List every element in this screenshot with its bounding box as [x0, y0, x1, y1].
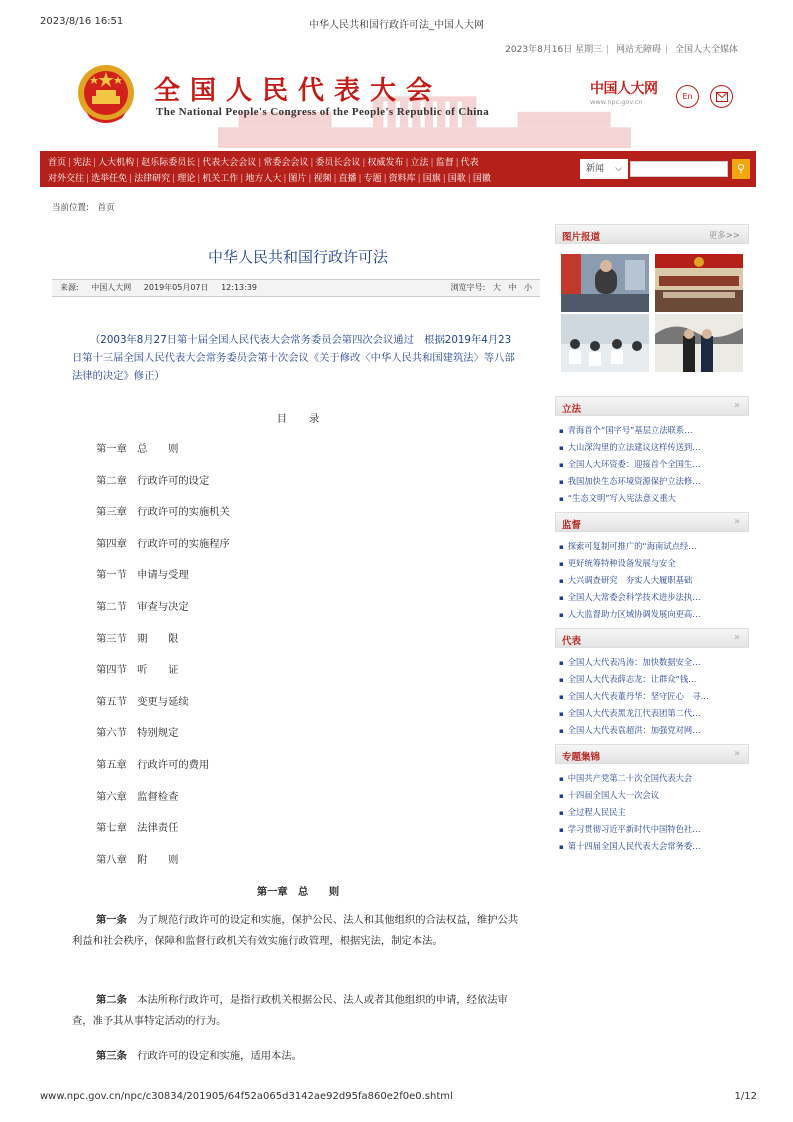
nav-item[interactable]: 代表大会会议 — [202, 158, 257, 168]
news-list — [555, 532, 749, 629]
nav-item[interactable]: 国徽 — [472, 174, 491, 184]
nav-item[interactable]: 直播 — [338, 174, 357, 184]
article-text: 为了规范行政许可的设定和实施，保护公民、法人和其他组织的合法权益，维护公共利益和社会秩序，保障和监督行政机关有效实施行政管理，根据宪法，制定本法。 — [72, 914, 519, 947]
photo-news-section — [555, 224, 749, 372]
toc-item: 第一章 总 则 — [96, 443, 179, 455]
publish-date: 2019年05月07日 — [143, 283, 209, 292]
photo-grid — [555, 244, 749, 372]
section-header — [555, 396, 749, 416]
search-bar — [580, 159, 750, 179]
nav-item[interactable]: 选举任免 — [91, 174, 128, 184]
jiandu-section — [555, 512, 749, 629]
list-item[interactable]: ▪ 青海首个“国字号”基层立法联系… — [559, 422, 749, 439]
accessibility-link[interactable]: 网站无障碍 — [616, 45, 662, 55]
nav-item[interactable]: 资料库 — [388, 174, 416, 184]
font-large-button[interactable]: 大 — [492, 283, 501, 292]
publish-time: 12:13:39 — [221, 283, 257, 292]
breadcrumb-home[interactable]: 首页 — [97, 203, 115, 213]
print-page-title: 中华人民共和国行政许可法_中国人大网 — [309, 20, 484, 31]
article-text: 行政许可的设定和实施，适用本法。 — [137, 1050, 302, 1062]
source-value: 中国人大网 — [91, 283, 132, 292]
list-item[interactable]: ▪ 大兴调查研究 夯实人大履职基础 — [559, 572, 749, 589]
list-item[interactable]: ▪ 全国人大常委会科学技术进步法执… — [559, 589, 749, 606]
toc-item: 第四节 听 证 — [96, 664, 179, 677]
toc-item: 第二节 审查与决定 — [96, 601, 189, 613]
list-item[interactable]: ▪ 全过程人民民主 — [559, 804, 749, 821]
nav-item[interactable]: 委员长会议 — [315, 158, 361, 168]
section-header — [555, 224, 749, 244]
section-header — [555, 744, 749, 764]
article-title: 中华人民共和国行政许可法 — [207, 248, 388, 266]
toc-item: 第七章 法律责任 — [96, 822, 179, 835]
list-item[interactable]: ▪ 全国人大环资委：迎接首个全国生… — [559, 456, 749, 473]
print-url: www.npc.gov.cn/npc/c30834/201905/64f52a065d3142ae92d95fa860e2f0e0.shtml — [40, 1091, 453, 1102]
toc-item: 第一节 申请与受理 — [96, 569, 189, 582]
section-title: 立法 — [562, 404, 582, 415]
font-size-label: 浏览字号: — [450, 283, 486, 292]
article-paragraph — [72, 990, 520, 1032]
nav-item[interactable]: 首页 — [48, 158, 67, 168]
current-date: 2023年8月16日 星期三 — [505, 45, 603, 55]
article-paragraph — [72, 1046, 520, 1067]
site-subtitle: The National People's Congress of the People's Republic of China — [156, 106, 490, 118]
print-datetime: 2023/8/16 16:51 — [40, 16, 124, 27]
section-title: 监督 — [562, 520, 582, 531]
news-photo[interactable] — [655, 254, 743, 312]
nav-item[interactable]: 国旗 — [422, 174, 441, 184]
top-utility-bar: 2023年8月16日 星期三 | 网站无障碍 | 全国人大全媒体 — [502, 42, 741, 55]
chevron-right-icon[interactable]: » — [733, 748, 740, 759]
search-icon[interactable]: ⚲ — [732, 159, 750, 179]
source-label: 来源: — [60, 283, 79, 292]
mail-icon[interactable] — [710, 85, 733, 108]
news-photo[interactable] — [655, 314, 743, 372]
nav-item[interactable]: 代表 — [460, 158, 479, 168]
section-title: 代表 — [562, 636, 582, 647]
nav-item[interactable]: 宪法 — [73, 158, 92, 168]
section-header — [555, 628, 749, 648]
chevron-right-icon[interactable]: » — [733, 632, 740, 643]
nav-item[interactable]: 地方人大 — [245, 174, 282, 184]
list-item[interactable]: ▪ 全国人大代表董丹华：坚守匠心 寻… — [559, 688, 749, 705]
chevron-right-icon[interactable]: » — [733, 516, 740, 527]
nav-item[interactable]: 理论 — [177, 174, 196, 184]
news-photo[interactable] — [561, 314, 649, 372]
list-item[interactable]: ▪ 中国共产党第二十次全国代表大会 — [559, 770, 749, 787]
nav-item[interactable]: 监督 — [435, 158, 454, 168]
npc-logo[interactable] — [590, 78, 672, 106]
logo-text: 中国人大网 — [590, 81, 658, 97]
toc-item: 第八章 附 则 — [96, 853, 179, 866]
list-item[interactable]: ▪ 十四届全国人大一次会议 — [559, 787, 749, 804]
list-item[interactable]: ▪ 第十四届全国人民代表大会常务委… — [559, 838, 749, 855]
list-item[interactable]: ▪ 我国加快生态环境资源保护立法修… — [559, 473, 749, 490]
article-text: 本法所称行政许可，是指行政机关根据公民、法人或者其他组织的申请，经依法审查，准予其从事特定活动的行为。 — [72, 994, 508, 1027]
breadcrumb — [52, 201, 121, 213]
nav-item[interactable]: 赵乐际委员长 — [141, 158, 196, 168]
main-nav — [40, 151, 756, 187]
news-list — [555, 648, 749, 745]
breadcrumb-label: 当前位置: — [52, 203, 89, 213]
site-banner — [38, 56, 756, 148]
list-item[interactable]: ▪ 探索可复制可推广的“海南试点经… — [559, 538, 749, 555]
nav-item[interactable]: 立法 — [410, 158, 429, 168]
toc-item: 第五节 变更与延续 — [96, 695, 189, 708]
toc-item: 第六节 特别规定 — [96, 727, 179, 740]
article-intro: （2003年8月27日第十届全国人民代表大会常务委员会第四次会议通过 根据2019年4月23日第十三届全国人民代表大会常务委员会第十次会议《关于修改〈中华人民共和国建筑法〉等八部法律的决定》修正） — [72, 334, 515, 382]
national-emblem-icon — [74, 62, 138, 128]
toc-item: 第三章 行政许可的实施机关 — [96, 506, 230, 519]
article-paragraph — [72, 910, 520, 952]
media-link[interactable]: 全国人大全媒体 — [674, 45, 738, 55]
toc-item: 第四章 行政许可的实施程序 — [96, 537, 230, 550]
list-item[interactable]: ▪ 全国人大代表薛志龙：让群众“钱… — [559, 671, 749, 688]
chevron-right-icon[interactable]: » — [733, 400, 740, 411]
english-button[interactable]: En — [676, 85, 699, 108]
search-input[interactable] — [630, 161, 728, 177]
article-meta — [52, 279, 540, 297]
list-item[interactable]: ▪ 大山深沟里的立法建议这样传送到… — [559, 439, 749, 456]
article-number: 第三条 — [96, 1050, 127, 1062]
daibiao-section — [555, 628, 749, 745]
toc-item: 第三节 期 限 — [96, 632, 179, 645]
nav-item[interactable]: 机关工作 — [202, 174, 239, 184]
section-title: 图片报道 — [562, 232, 601, 243]
news-photo[interactable] — [561, 254, 649, 312]
toc-heading: 目录 — [276, 413, 342, 425]
article-number: 第二条 — [96, 994, 127, 1006]
list-item[interactable]: ▪ 全国人大代表冯涛：加快数据安全… — [559, 654, 749, 671]
nav-item[interactable]: 常委会会议 — [263, 158, 309, 168]
font-medium-button[interactable]: 中 — [508, 283, 517, 292]
nav-row-1: 首页 | 宪法 | 人大机构 | 赵乐际委员长 | 代表大会会议 | 常委会会议 | 委员长会议 | 权威发布 | 立法 | 监督 | 代表 — [48, 158, 479, 168]
logo-url: www.npc.gov.cn — [590, 98, 643, 106]
nav-item[interactable]: 权威发布 — [367, 158, 404, 168]
nav-row-2: 对外交往 | 选举任免 | 法律研究 | 理论 | 机关工作 | 地方人大 | 图片 | 视频 | 直播 | 专题 | 资料库 | 国旗 | 国歌 | 国徽 — [48, 174, 491, 184]
section-title: 专题集锦 — [562, 752, 601, 763]
lifa-section — [555, 396, 749, 513]
list-item[interactable]: ▪ 全国人大代表黑龙江代表团第二代… — [559, 705, 749, 722]
font-small-button[interactable]: 小 — [524, 283, 532, 292]
list-item[interactable]: ▪ 全国人大代表袁超洪：加强党对网… — [559, 722, 749, 739]
news-list — [555, 764, 749, 861]
nav-item[interactable]: 专题 — [363, 174, 382, 184]
chevron-down-icon: ⌵ — [615, 164, 622, 174]
toc-item: 第五章 行政许可的费用 — [96, 759, 210, 771]
toc-item: 第二章 行政许可的设定 — [96, 474, 210, 487]
print-header — [0, 16, 793, 30]
list-item[interactable]: ▪ 学习贯彻习近平新时代中国特色社… — [559, 821, 749, 838]
nav-item[interactable]: 人大机构 — [98, 158, 135, 168]
more-link[interactable]: 更多>> — [708, 231, 740, 241]
news-list — [555, 416, 749, 513]
section-header — [555, 512, 749, 532]
toc-item: 第六章 监督检查 — [96, 790, 179, 803]
site-title: 全国人民代表大会 — [154, 76, 443, 106]
list-item[interactable]: ▪ “生态文明”写入宪法意义重大 — [559, 490, 749, 507]
chapter-heading: 第一章 总 则 — [256, 886, 340, 898]
list-item[interactable]: ▪ 更好统筹特种设备发展与安全 — [559, 555, 749, 572]
nav-item[interactable]: 法律研究 — [134, 174, 171, 184]
print-page-number: 1/12 — [734, 1091, 757, 1102]
search-scope-value: 新闻 — [586, 164, 605, 174]
article-number: 第一条 — [96, 914, 127, 926]
list-item[interactable]: ▪ 人大监督助力区域协调发展向更高… — [559, 606, 749, 623]
nav-item[interactable]: 图片 — [288, 174, 307, 184]
search-scope-select[interactable] — [580, 159, 628, 179]
zhuanti-section — [555, 744, 749, 861]
nav-item[interactable]: 国歌 — [447, 174, 466, 184]
nav-item[interactable]: 视频 — [313, 174, 332, 184]
nav-item[interactable]: 对外交往 — [48, 174, 85, 184]
